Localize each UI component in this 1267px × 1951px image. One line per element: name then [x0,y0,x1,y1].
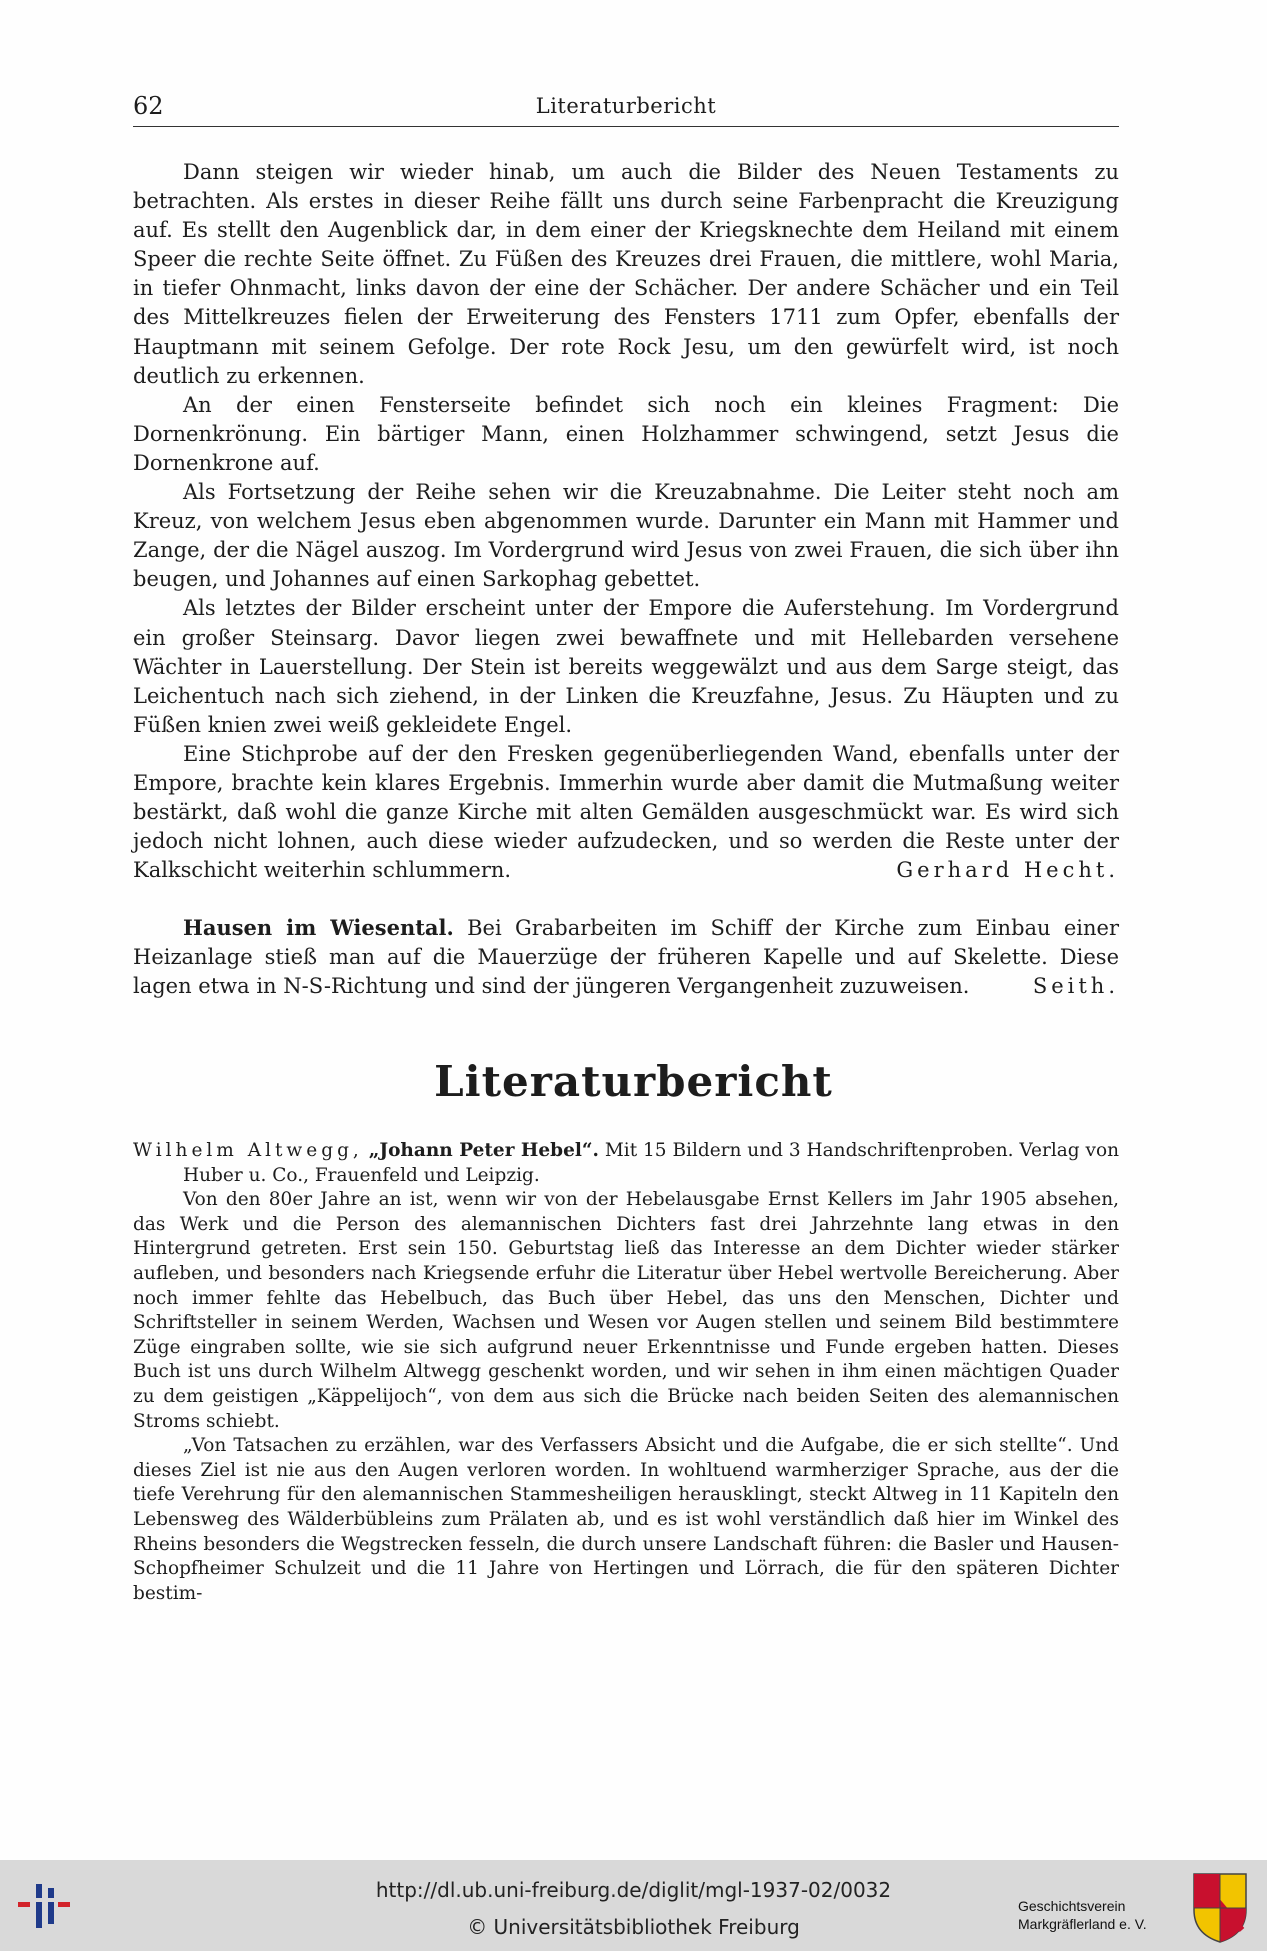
paragraph [133,913,1119,1001]
book-title: „Johann Peter Hebel“. [368,1140,599,1161]
viewer-footer [0,1860,1267,1951]
paragraph: Von den 80er Jahre an ist, wenn wir von der Hebelausgabe Ernst Kellers im Jahr 1905 absehen, das Werk und die Person des alemannischen Dichters fast drei Jahrzehnte lang etwas in den Hintergrund getreten. Erst sein 150. Geburtstag ließ das Interesse an dem Dichter wieder stärker aufleben, und besonders nach Kriegsende erfuhr die Literatur über Hebel wertvolle Bereicherung. Aber noch immer fehlte das Hebelbuch, das Buch über Hebel, das uns den Menschen, Dichter und Schriftsteller in seinem Werden, Wachsen und Wesen vor Augen stellen und seinem Bild bestimmtere Züge eingraben sollte, wie sie sich aufgrund neuer Erkenntnisse und Funde ergeben hatten. Dieses Buch ist uns durch Wilhelm Altwegg geschenkt worden, und wir sehen in ihm einen mächtigen Quader zu dem geistigen „Käppelijoch“, von dem aus sich die Brücke nach beiden Seiten des alemannischen Stroms schiebt. [133,1189,1119,1432]
document-url[interactable]: http://dl.ub.uni-freiburg.de/diglit/mgl-1937-02/0032 [375,1878,892,1902]
review-author: Wilhelm Altwegg, [133,1140,363,1161]
author-signature: Gerhard Hecht. [896,858,1119,883]
paragraph: Dann steigen wir wieder hinab, um auch die Bilder des Neuen Testaments zu betrachten. Als erstes in dieser Reihe fällt uns durch seine Farbenpracht die Kreuzigung auf. Es stellt den Augenblick dar, in dem einer der Kriegsknechte dem Heiland mit einem Speer die rechte Seite öffnet. Zu Füßen des Kreuzes drei Frauen, die mittlere, wohl Maria, in tiefer Ohnmacht, links davon der eine der Schächer. Der andere Schächer und ein Teil des Mittelkreuzes fielen der Erweiterung des Fensters 1711 zum Opfer, ebenfalls der Hauptmann mit seinem Gefolge. Der rote Rock Jesu, um den gewürfelt wird, ist noch deutlich zu erkennen. [133,160,1119,388]
article-fresken [133,158,1119,885]
author-signature: Seith. [1032,974,1119,999]
paragraph-text: Bei Grabarbeiten im Schiff der Kirche zum Einbau einer Heizanlage stieß man auf die Mauerzüge der früheren Kapelle und auf Skelette. Diese lagen etwa in N-S-Richtung und sind der jüngeren Vergangenheit zuzuweisen. [133,916,1119,999]
paragraph: Als Fortsetzung der Reihe sehen wir die Kreuzabnahme. Die Leiter steht noch am Kreuz, von welchem Jesus eben abgenommen wurde. Darunter ein Mann mit Hammer und Zange, der die Nägel auszog. Im Vordergrund wird Jesus von zwei Frauen, die sich über ihn beugen, und Johannes auf einen Sarkophag gebettet. [133,480,1119,592]
paragraph [133,740,1119,885]
copyright-notice: © Universitätsbibliothek Freiburg [467,1915,800,1939]
article-hausen [133,913,1119,1001]
section-title: Literaturbericht [434,1057,833,1106]
page-number: 62 [133,92,164,120]
page-header [133,92,1119,127]
paragraph-text: Eine Stichprobe auf der den Fresken gegenüberliegenden Wand, ebenfalls unter der Empore, brachte kein klares Ergebnis. Immerhin wurde aber damit die Mutmaßung weiter bestärkt, daß wohl die ganze Kirche mit alten Gemälden ausgeschmückt war. Es wird sich jedoch nicht lohnen, auch diese wieder aufzudecken, und so werden die Reste unter der Kalkschicht weiterhin schlummern. [133,741,1119,883]
paragraph: Als letztes der Bilder erscheint unter der Empore die Auferstehung. Im Vordergrund ein großer Steinsarg. Davor liegen zwei bewaffnete und mit Hellebarden versehene Wächter in Lauerstellung. Der Stein ist bereits weggewälzt und aus dem Sarge steigt, das Leichentuch nach sich ziehend, in der Linken die Kreuzfahne, Jesus. Zu Häupten und zu Füßen knien zwei weiß gekleidete Engel. [133,596,1119,737]
markgraeflerland-crest-icon [1190,1870,1250,1945]
paragraph: An der einen Fensterseite befindet sich noch ein kleines Fragment: Die Dornenkrönung. Ein bärtiger Mann, einen Holzhammer schwingend, setzt Jesus die Dornenkrone auf. [133,392,1119,475]
paragraph: „Von Tatsachen zu erzählen, war des Verfassers Absicht und die Aufgabe, die er sich stellte“. Und dieses Ziel ist nie aus den Augen verloren worden. In wohltuend warmherziger Sprache, aus der die tiefe Verehrung für den alemannischen Stammesheiligen herausklingt, steckt Altweg in 11 Kapiteln den Lebensweg des Wälderbübleins zum Prälaten ab, und es ist wohl verständlich daß hier im Winkel des Rheins besonders die Wegstrecken fesseln, die durch unsere Landschaft führen: die Basler und Hausen-Schopfheimer Schulzeit und die 11 Jahre von Hertingen und Lörrach, die für den späteren Dichter bestim- [133,1435,1119,1604]
running-head: Literaturbericht [535,94,717,118]
society-line: Geschichtsverein [1018,1898,1126,1914]
place-heading: Hausen im Wiesental. [183,915,454,940]
review-hebel [133,1139,1119,1606]
bibliography-entry [133,1139,1119,1188]
book-details: Mit 15 Bildern und 3 Handschriftenproben. Verlag von Huber u. Co., Frauenfeld und Leipzig. [183,1140,1120,1186]
society-line: Markgräflerland e. V. [1018,1916,1147,1932]
society-name [1018,1897,1147,1933]
